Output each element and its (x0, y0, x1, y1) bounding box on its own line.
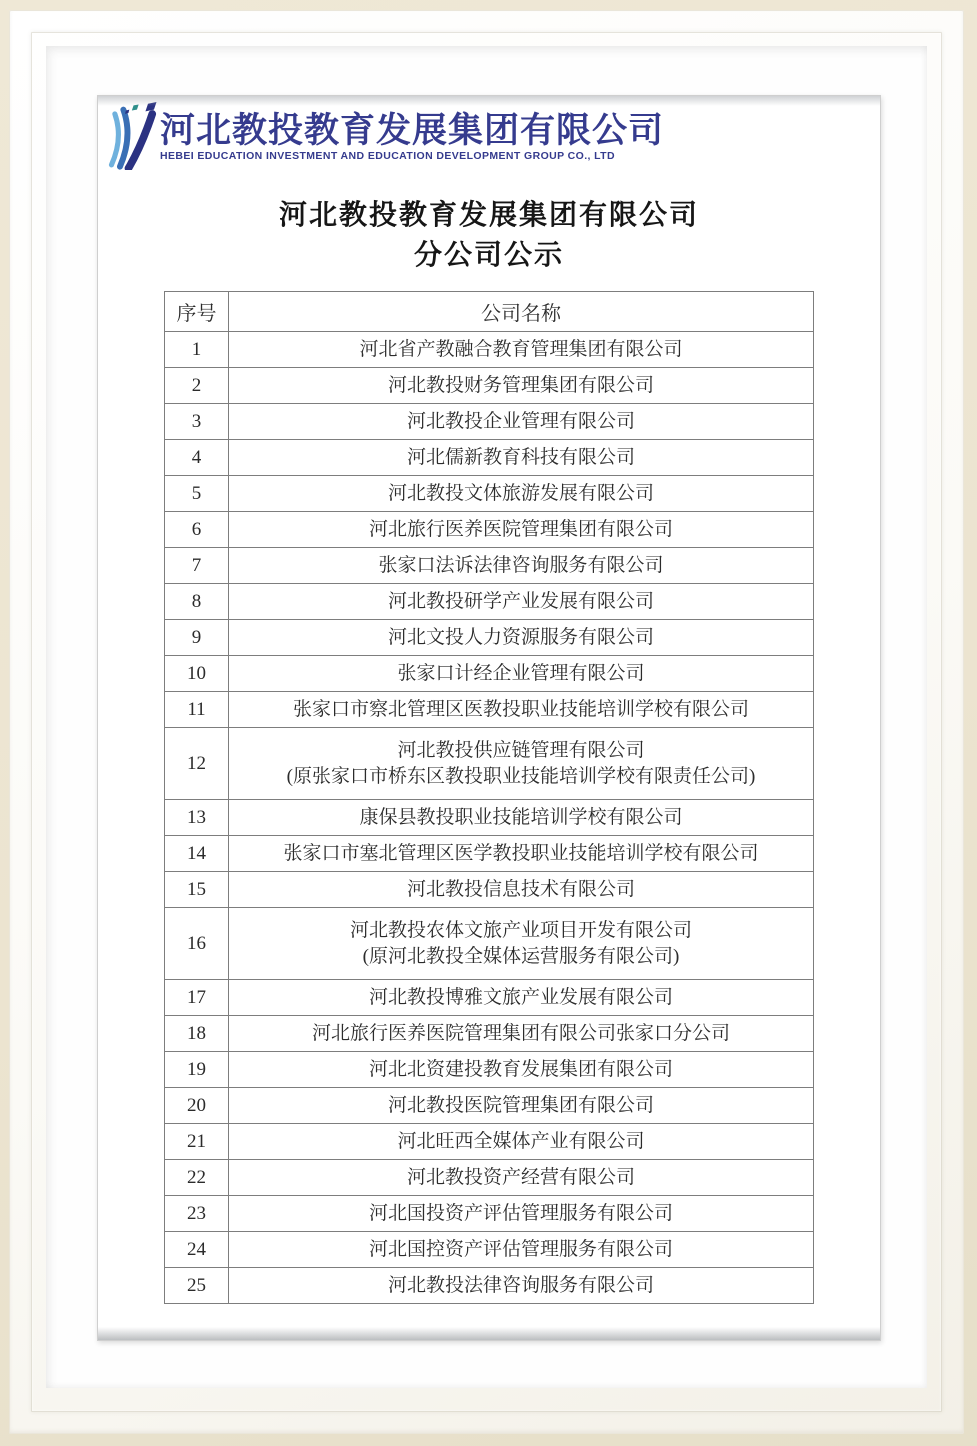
table-row (165, 440, 814, 476)
row-company-cell (229, 440, 814, 476)
row-company-cell (229, 1160, 814, 1196)
company-name: 河北教投文体旅游发展有限公司 (387, 482, 654, 504)
row-serial-number: 4 (165, 440, 229, 476)
company-name: 河北教投研学产业发展有限公司 (387, 590, 654, 612)
row-company-cell (229, 1232, 814, 1268)
row-company-cell (229, 1016, 814, 1052)
row-serial-number: 21 (165, 1124, 229, 1160)
table-row (165, 980, 814, 1016)
row-serial-number: 23 (165, 1196, 229, 1232)
logo-swoosh-icon (104, 102, 158, 170)
document-title (98, 196, 880, 276)
row-company-cell (229, 1196, 814, 1232)
row-serial-number: 19 (165, 1052, 229, 1088)
row-company-cell (229, 476, 814, 512)
logo-company-name-en: HEBEI EDUCATION INVESTMENT AND EDUCATION DEVELOPMENT GROUP CO., LTD (160, 150, 615, 162)
company-name: 河北国投资产评估管理服务有限公司 (368, 1202, 673, 1224)
row-serial-number: 24 (165, 1232, 229, 1268)
row-serial-number: 10 (165, 656, 229, 692)
table-row (165, 1160, 814, 1196)
row-company-cell (229, 512, 814, 548)
row-serial-number: 9 (165, 620, 229, 656)
table-row (165, 404, 814, 440)
company-name: 张家口法诉法律咨询服务有限公司 (378, 554, 664, 576)
table-row (165, 1052, 814, 1088)
logo-text-block (160, 112, 664, 162)
table-row (165, 908, 814, 980)
row-company-cell (229, 584, 814, 620)
table-body (165, 332, 814, 1304)
company-name: 张家口市塞北管理区医学教投职业技能培训学校有限公司 (283, 842, 759, 864)
company-former-name-note: (原河北教投全媒体运营服务有限公司) (362, 945, 680, 967)
row-serial-number: 8 (165, 584, 229, 620)
company-table (164, 291, 814, 1304)
company-name: 河北教投农体文旅产业项目开发有限公司 (349, 919, 692, 941)
table-row (165, 1016, 814, 1052)
row-company-cell (229, 908, 814, 980)
row-serial-number: 13 (165, 800, 229, 836)
row-company-cell (229, 368, 814, 404)
company-name: 河北教投企业管理有限公司 (406, 410, 635, 432)
row-serial-number: 20 (165, 1088, 229, 1124)
company-name: 河北教投医院管理集团有限公司 (387, 1094, 654, 1116)
company-name: 康保县教投职业技能培训学校有限公司 (359, 806, 683, 828)
company-name: 张家口市察北管理区医教投职业技能培训学校有限公司 (292, 698, 749, 720)
table-row (165, 836, 814, 872)
row-serial-number: 15 (165, 872, 229, 908)
company-name: 河北教投财务管理集团有限公司 (387, 374, 654, 396)
row-company-cell (229, 728, 814, 800)
row-serial-number: 16 (165, 908, 229, 980)
table-row (165, 1232, 814, 1268)
row-company-cell (229, 692, 814, 728)
row-company-cell (229, 656, 814, 692)
row-serial-number: 14 (165, 836, 229, 872)
row-company-cell (229, 872, 814, 908)
header-company-name: 公司名称 (229, 292, 814, 332)
row-serial-number: 12 (165, 728, 229, 800)
company-logo (104, 102, 880, 172)
row-serial-number: 5 (165, 476, 229, 512)
table-row (165, 620, 814, 656)
table-row (165, 656, 814, 692)
table-row (165, 584, 814, 620)
row-company-cell (229, 332, 814, 368)
company-name: 河北文投人力资源服务有限公司 (387, 626, 654, 648)
row-company-cell (229, 1052, 814, 1088)
company-name: 河北旅行医养医院管理集团有限公司 (368, 518, 673, 540)
document-page (97, 95, 881, 1341)
title-line1: 河北教投教育发展集团有限公司 (278, 200, 699, 231)
table-row (165, 332, 814, 368)
table-row (165, 1124, 814, 1160)
company-name: 河北国控资产评估管理服务有限公司 (368, 1238, 673, 1260)
row-serial-number: 25 (165, 1268, 229, 1304)
row-company-cell (229, 1088, 814, 1124)
row-company-cell (229, 1268, 814, 1304)
row-serial-number: 3 (165, 404, 229, 440)
row-company-cell (229, 548, 814, 584)
table-row (165, 368, 814, 404)
table-row (165, 800, 814, 836)
row-serial-number: 2 (165, 368, 229, 404)
company-name: 河北省产教融合教育管理集团有限公司 (359, 338, 683, 360)
company-name: 河北教投信息技术有限公司 (406, 878, 635, 900)
company-name: 河北教投法律咨询服务有限公司 (387, 1274, 654, 1296)
row-serial-number: 6 (165, 512, 229, 548)
header-serial-number: 序号 (165, 292, 229, 332)
company-name: 河北教投博雅文旅产业发展有限公司 (368, 986, 673, 1008)
table-header-row (165, 292, 814, 332)
logo-company-name-cn: 河北教投教育发展集团有限公司 (160, 111, 665, 150)
company-name: 河北儒新教育科技有限公司 (406, 446, 635, 468)
company-name: 河北教投资产经营有限公司 (406, 1166, 635, 1188)
company-name: 张家口计经企业管理有限公司 (397, 662, 645, 684)
row-company-cell (229, 836, 814, 872)
table-row (165, 1196, 814, 1232)
row-serial-number: 17 (165, 980, 229, 1016)
table-row (165, 692, 814, 728)
row-serial-number: 7 (165, 548, 229, 584)
row-serial-number: 22 (165, 1160, 229, 1196)
row-serial-number: 1 (165, 332, 229, 368)
company-name: 河北北资建投教育发展集团有限公司 (368, 1058, 673, 1080)
row-company-cell (229, 1124, 814, 1160)
table-row (165, 872, 814, 908)
row-company-cell (229, 980, 814, 1016)
title-line2: 分公司公示 (413, 240, 564, 271)
row-company-cell (229, 620, 814, 656)
row-company-cell (229, 404, 814, 440)
company-name: 河北旺西全媒体产业有限公司 (397, 1130, 645, 1152)
company-name: 河北教投供应链管理有限公司 (397, 739, 645, 761)
table-row (165, 476, 814, 512)
table-row (165, 512, 814, 548)
company-name: 河北旅行医养医院管理集团有限公司张家口分公司 (311, 1022, 730, 1044)
table-row (165, 1268, 814, 1304)
row-company-cell (229, 800, 814, 836)
row-serial-number: 11 (165, 692, 229, 728)
company-former-name-note: (原张家口市桥东区教投职业技能培训学校有限责任公司) (286, 765, 756, 787)
table-row (165, 1088, 814, 1124)
row-serial-number: 18 (165, 1016, 229, 1052)
table-row (165, 728, 814, 800)
table-row (165, 548, 814, 584)
